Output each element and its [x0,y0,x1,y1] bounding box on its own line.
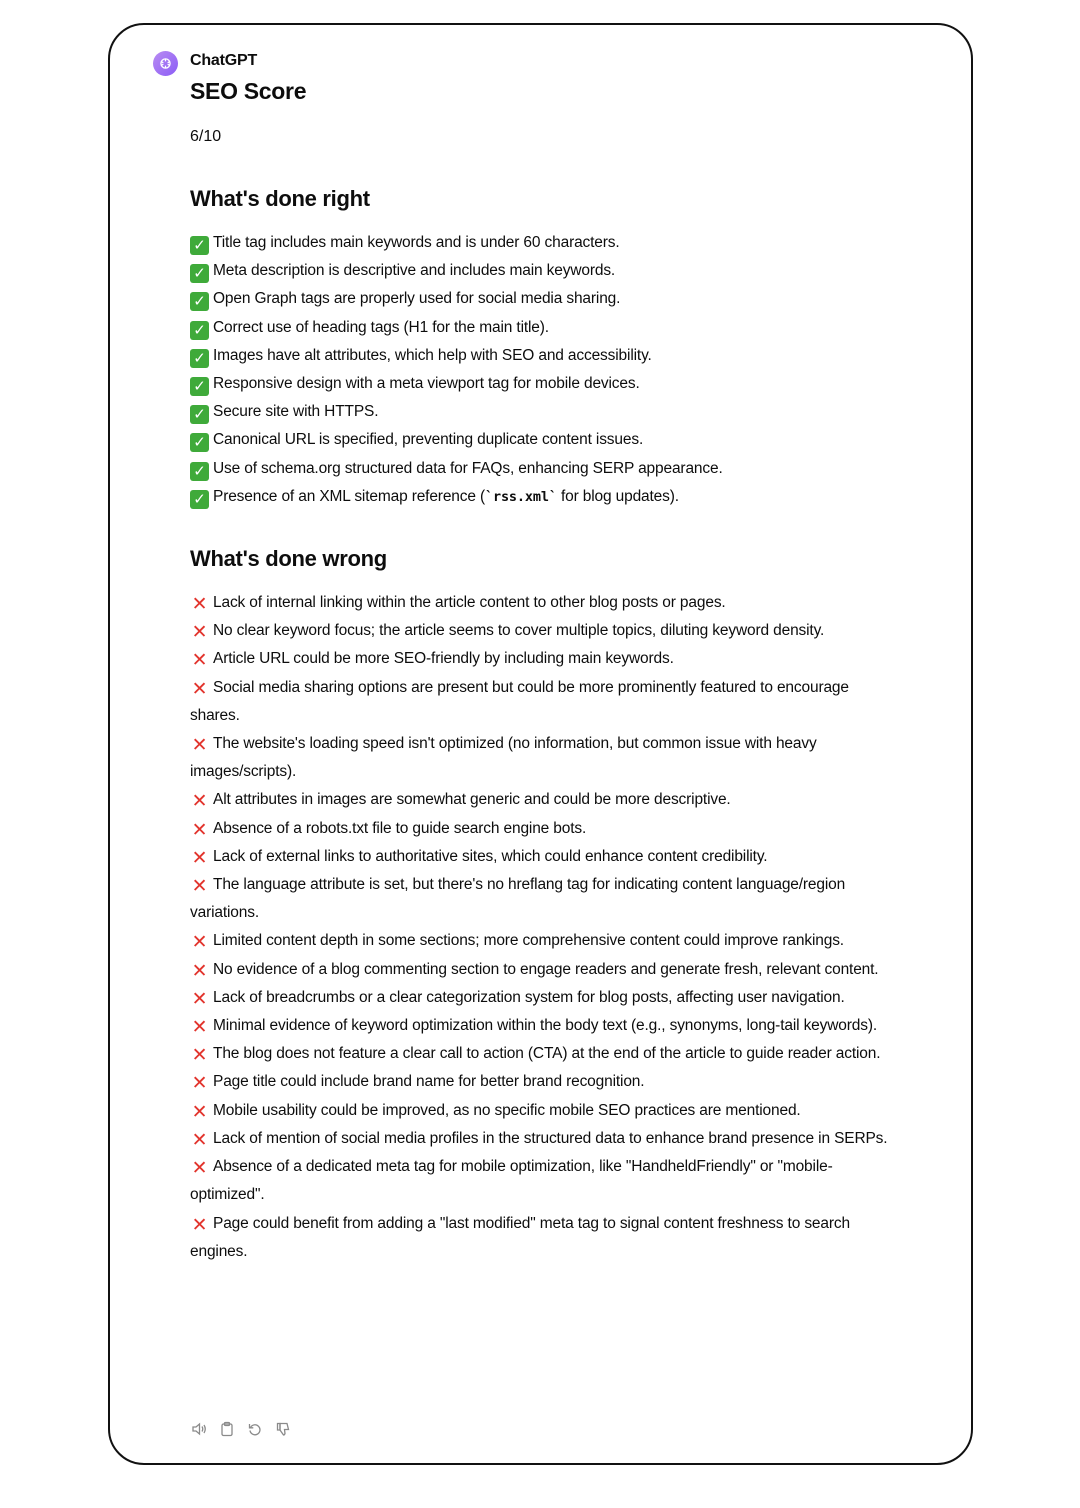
cross-mark-icon: ✕ [191,735,208,757]
wrong-item-text: Lack of internal linking within the article content to other blog posts or pages. [213,594,726,612]
right-item-text: Correct use of heading tags (H1 for the main title). [213,318,549,336]
right-item-text: Responsive design with a meta viewport tag for mobile devices. [213,375,640,393]
inline-code: `rss.xml` [485,488,557,505]
chatgpt-avatar-icon [153,51,178,76]
wrong-item [190,843,900,871]
cross-mark-icon: ✕ [191,791,208,813]
cross-mark-icon: ✕ [191,1017,208,1039]
cross-mark-icon: ✕ [191,960,208,982]
check-mark-icon: ✓ [190,236,209,255]
seo-score: 6/10 [190,128,222,145]
message-content [190,76,900,1266]
wrong-item-text: Page title could include brand name for better brand recognition. [213,1073,645,1091]
right-item [190,229,900,257]
wrong-item [190,674,900,730]
cross-mark-icon: ✕ [191,622,208,644]
cross-mark-icon: ✕ [191,819,208,841]
wrong-item-text: Minimal evidence of keyword optimization within the body text (e.g., synonyms, long-tail keywords). [213,1017,878,1035]
right-item-text: Images have alt attributes, which help with SEO and accessibility. [213,346,652,364]
cross-mark-icon: ✕ [191,847,208,869]
wrong-item [190,927,900,955]
page-title: SEO Score [190,78,307,104]
wrong-item [190,617,900,645]
wrong-item [190,1097,900,1125]
right-item-text: Presence of an XML sitemap reference ( [213,487,485,505]
wrong-item-text: No clear keyword focus; the article seems to cover multiple topics, diluting keyword density. [213,622,825,640]
regenerate-icon[interactable] [246,1420,264,1438]
right-heading: What's done right [190,186,370,211]
wrong-item [190,1125,900,1153]
check-mark-icon: ✓ [190,377,209,396]
wrong-item [190,645,900,673]
speaker-icon[interactable] [190,1420,208,1438]
right-item [190,370,900,398]
wrong-item-text: Article URL could be more SEO-friendly by including main keywords. [213,650,674,668]
wrong-item [190,1068,900,1096]
right-list [190,229,900,511]
check-mark-icon: ✓ [190,321,209,340]
wrong-item-text: Social media sharing options are present but could be more prominently featured to encourage shares. [190,678,849,724]
cross-mark-icon: ✕ [191,1045,208,1067]
wrong-item-text: Alt attributes in images are somewhat generic and could be more descriptive. [213,791,731,809]
author-name: ChatGPT [190,52,258,69]
right-item [190,314,900,342]
thumbs-down-icon[interactable] [274,1420,292,1438]
cross-mark-icon: ✕ [191,650,208,672]
right-item-text: for blog updates). [556,487,679,505]
wrong-item [190,1040,900,1068]
cross-mark-icon: ✕ [191,932,208,954]
wrong-item-text: The blog does not feature a clear call to action (CTA) at the end of the article to guide reader action. [213,1045,881,1063]
wrong-item-text: No evidence of a blog commenting section to engage readers and generate fresh, relevant content. [213,960,879,978]
right-item [190,398,900,426]
check-mark-icon: ✓ [190,349,209,368]
wrong-item [190,786,900,814]
message-actions [190,1420,292,1438]
check-mark-icon: ✓ [190,462,209,481]
wrong-item [190,589,900,617]
right-item [190,257,900,285]
right-item-text: Title tag includes main keywords and is under 60 characters. [213,234,620,251]
wrong-item-text: Absence of a robots.txt file to guide search engine bots. [213,819,587,837]
right-item [190,285,900,313]
check-mark-icon: ✓ [190,433,209,452]
wrong-item-text: Absence of a dedicated meta tag for mobile optimization, like "HandheldFriendly" or "mobile-optimized". [190,1158,833,1204]
wrong-item [190,815,900,843]
wrong-item [190,1012,900,1040]
wrong-item-text: Lack of mention of social media profiles in the structured data to enhance brand presence in SERPs. [213,1129,888,1147]
wrong-item-text: Lack of breadcrumbs or a clear categorization system for blog posts, affecting user navigation. [213,988,845,1006]
wrong-item [190,984,900,1012]
wrong-item [190,956,900,984]
cross-mark-icon: ✕ [191,1073,208,1095]
right-item-text: Meta description is descriptive and includes main keywords. [213,262,616,280]
cross-mark-icon: ✕ [191,1101,208,1123]
right-item-text: Open Graph tags are properly used for social media sharing. [213,290,621,308]
wrong-item-text: Page could benefit from adding a "last modified" meta tag to signal content freshness to search engines. [190,1214,850,1260]
check-mark-icon: ✓ [190,490,209,509]
wrong-item-text: The website's loading speed isn't optimized (no information, but common issue with heavy images/scripts). [190,735,817,781]
clipboard-icon[interactable] [218,1420,236,1438]
wrong-item-text: Limited content depth in some sections; more comprehensive content could improve rankings. [213,932,844,950]
cross-mark-icon: ✕ [191,678,208,700]
check-mark-icon: ✓ [190,292,209,311]
cross-mark-icon: ✕ [191,988,208,1010]
wrong-item [190,871,900,927]
right-item [190,342,900,370]
wrong-item [190,730,900,786]
wrong-item [190,1210,900,1266]
wrong-item [190,1153,900,1209]
right-item [190,455,900,483]
cross-mark-icon: ✕ [191,876,208,898]
cross-mark-icon: ✕ [191,1129,208,1151]
cross-mark-icon: ✕ [191,1214,208,1236]
check-mark-icon: ✓ [190,405,209,424]
right-item [190,483,900,511]
right-item-text: Use of schema.org structured data for FAQs, enhancing SERP appearance. [213,459,723,477]
right-item [190,426,900,454]
wrong-item-text: The language attribute is set, but there's no hreflang tag for indicating content language/region variations. [190,876,846,922]
wrong-item-text: Mobile usability could be improved, as no specific mobile SEO practices are mentioned. [213,1101,801,1119]
right-item-text: Secure site with HTTPS. [213,403,379,421]
check-mark-icon: ✓ [190,264,209,283]
cross-mark-icon: ✕ [191,594,208,616]
cross-mark-icon: ✕ [191,1158,208,1180]
wrong-item-text: Lack of external links to authoritative sites, which could enhance content credibility. [213,847,768,865]
wrong-heading: What's done wrong [190,546,387,572]
right-item-text: Canonical URL is specified, preventing duplicate content issues. [213,431,644,449]
wrong-list [190,589,900,1266]
